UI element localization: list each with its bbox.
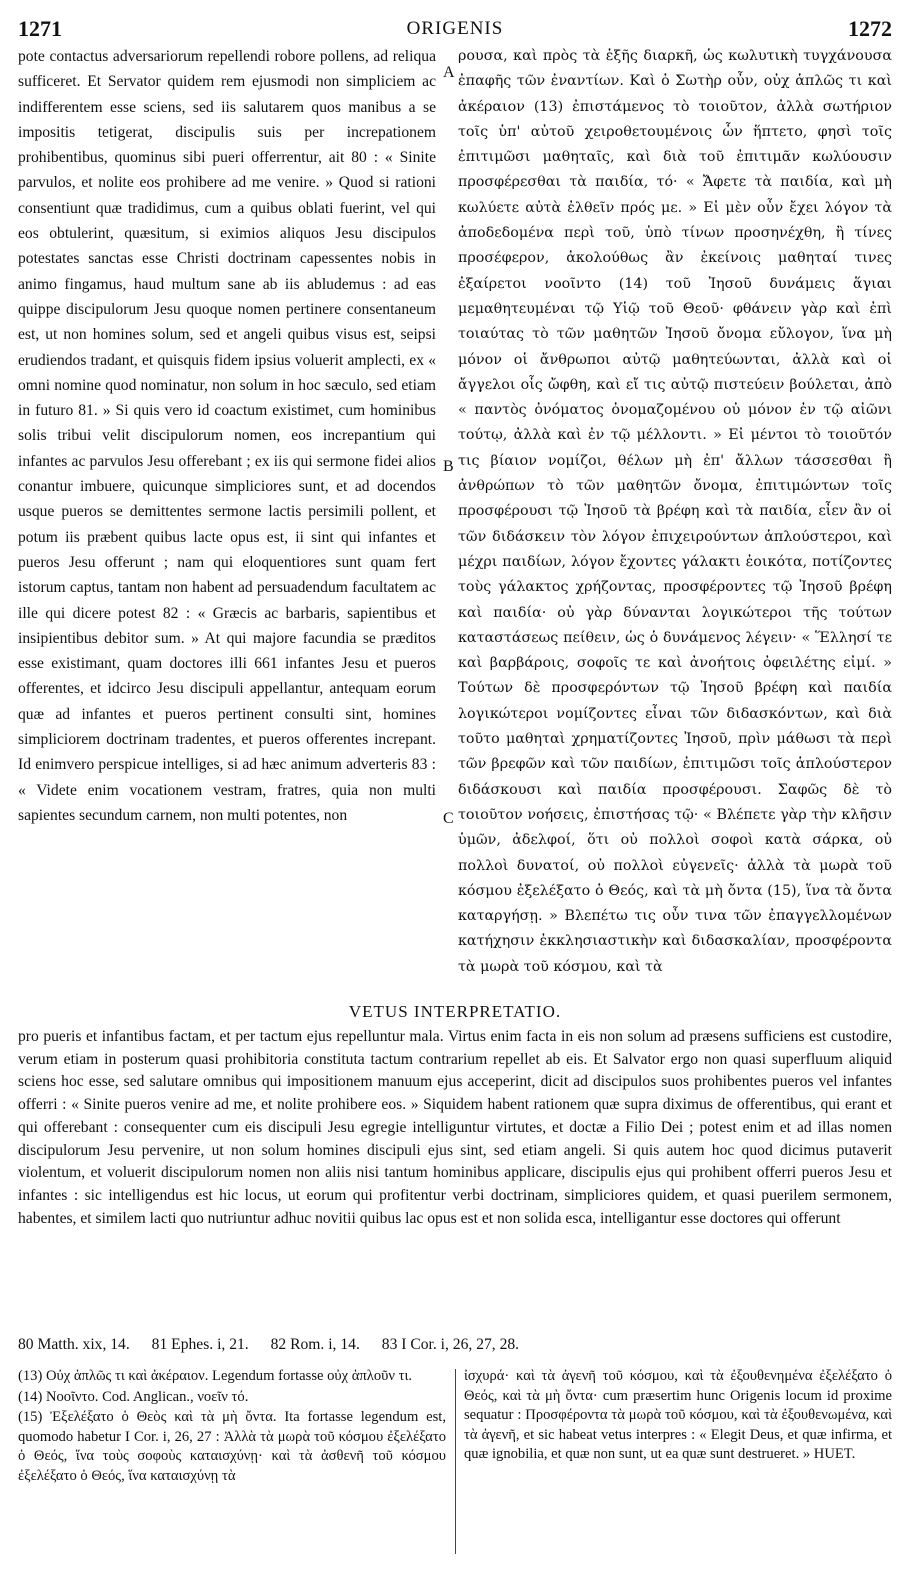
right-page-number: 1272	[848, 16, 892, 41]
greek-text: ρουσα, καὶ πρὸς τὰ ἑξῆς διαρκῆ, ὡς κωλυτικὴ τυγχάνουσα ἐπαφῆς τῶν ἐναντίων. Καὶ ὁ Σωτὴρ οὖν, οὐχ ἁπλῶς τι καὶ ἀκέραιον (13) ἐπιστάμενος τὸ τοιοῦτον, ἀλλὰ σωτήριον τοῖς ὑπ' αὐτοῦ χειροθετουμένοις ὧν ἥπτετο, φησὶ τοῖς ἐπιτιμῶσι μαθηταῖς, καὶ διὰ τοῦ ἐπιτιμᾶν κωλύουσιν προσφέρεσθαι τὰ παιδία, τό· « Ἄφετε τὰ παιδία, καὶ μὴ κωλύετε αὐτὰ ἐλθεῖν πρός με. » Εἰ μὲν οὖν ἔχει λόγον τὰ ἀποδεδομένα περὶ τοῦ, ὑπὸ τίνων προσηνέχθη, ἢ τίνες προσέφερον, ἀκολούθως ἂν ἐκείνοις μαθηταί τινες ἐξαίρετοι νοοῖντο (14) τοῦ Ἰησοῦ δυνάμεις ἅγιαι μεμαθητευμέναι τῷ Υἱῷ τοῦ Θεοῦ· φθάνειν γὰρ καὶ ἐπὶ τοιαύτας τὸ τῶν μαθητῶν Ἰησοῦ ὄνομα εὔλογον, ἵνα μὴ μόνον οἱ ἄνθρωποι αὐτῷ μαθητεύωνται, ἀλλὰ καὶ οἱ ἄγγελοι οἷς ὤφθη, καὶ εἴ τις αὐτῷ πιστεύειν βούλεται, ἀπὸ « παντὸς ὀνόματος ὀνομαζομένου οὐ μόνον ἐν τῷ αἰῶνι τούτῳ, ἀλλὰ καὶ ἐν τῷ μέλλοντι. » Εἰ μέντοι τὸ τοιοῦτόν τις βίαιον νομίζοι, θέλων μὴ ἐπ' ἄλλων τάσσεσθαι ἢ ἀνθρώπων τὸ τῶν μαθητῶν ὄνομα, ἐπιτιμώντων τοῖς προσφέρουσι τῷ Ἰησοῦ τὰ βρέφη καὶ τὰ παιδία, εἶεν ἂν οἱ τῶν διδάσκειν τὸν λόγον ἐπιχειρούντων ἁπλούστεροι, καὶ μέχρι παιδίων, λόγον ἔχοντες γάλακτι ἐοικότα, ποτίζοντες τοὺς γάλακτος χρήζοντας, προσφέροντες τῷ Ἰησοῦ βρέφη καὶ παιδία· οὐ γὰρ δύνανται λογικώτεροι τῆς τούτων καταστάσεως πείθειν, ὡς ὁ δυνάμενος λέγειν· « Ἕλλησί τε καὶ βαρβάροις, σοφοῖς τε καὶ ἀνοήτοις ὀφειλέτης εἰμί. » Τούτων δὲ προσφερόντων τῷ Ἰησοῦ βρέφη καὶ παιδία λογικώτεροι νομίζοντες εἶναι τῶν διδασκόντων, καὶ διὰ τοῦτο μαθηταὶ χρηματίζοντες Ἰησοῦ, πρὶν μάθωσι τὰ περὶ τῶν βρεφῶν καὶ τῶν παιδίων, ἐπιτιμῶσι τοῖς ἁπλούστερον διδάσκουσι καὶ παιδία προσφέρουσι. Σαφῶς δὲ τὸ τοιοῦτον νοήσεις, ἐπιστήσας τῷ· « Βλέπετε γὰρ τὴν κλῆσιν ὑμῶν, ἀδελφοί, ὅτι οὐ πολλοὶ σοφοὶ κατὰ σάρκα, οὐ πολλοὶ δυνατοί, οὐ πολλοὶ εὐγενεῖς· ἀλλὰ τὰ μωρὰ τοῦ κόσμου ἐξελέξατο ὁ Θεός, καὶ τὰ μὴ ὄντα (15), ἵνα τὰ ὄντα καταργήσῃ. » Βλεπέτω τις οὖν τινα τῶν ἐπαγγελλομένων κατήχησιν ἐκκλησιαστικὴν καὶ διδασκαλίαν, προσφέροντα τὰ μωρὰ τοῦ κόσμου, καὶ τὰ	[458, 48, 892, 975]
footnote-ref: 81 Ephes. i, 21.	[151, 1336, 249, 1353]
section-marker-a: A	[443, 64, 455, 81]
notes-left-column	[18, 1367, 446, 1488]
latin-column	[18, 44, 436, 828]
footnote-ref: 80 Matth. xix, 14.	[18, 1336, 130, 1353]
notes-divider	[455, 1369, 456, 1554]
page-header	[18, 10, 892, 44]
section-marker-b: B	[443, 458, 454, 475]
note-13: (13) Οὐχ ἁπλῶς τι καὶ ἀκέραιον. Legendum fortasse οὐχ ἁπλοῦν τι.	[18, 1368, 413, 1384]
critical-notes	[18, 1367, 892, 1567]
footnote-ref: 83 I Cor. i, 26, 27, 28.	[381, 1336, 520, 1353]
note-14: (14) Νοοῖντο. Cod. Anglican., νοεῖν τό.	[18, 1388, 249, 1405]
note-15: (15) Ἐξελέξατο ὁ Θεὸς καὶ τὰ μὴ ὄντα. Ita fortasse legendum est, quomodo habetur I Cor. i, 26, 27 : Ἀλλὰ τὰ μωρὰ τοῦ κόσμου ἐξελέξατο ὁ Θεός, ἵνα τοὺς σοφοὺς καταισχύνῃ· καὶ τὰ ἀσθενῆ τοῦ κόσμου ἐξελέξατο ὁ Θεός, ἵνα καταισχύνῃ τὰ	[18, 1409, 446, 1484]
greek-column	[458, 44, 892, 980]
latin-text: pote contactus adversariorum repellendi robore pollens, ad reliqua sufficeret. Et Servator quidem rem ejusmodi non simpliciem ac indifferentem esse sciens, sed iis salutarem quos manibus a se impositis tetigerat, discipulis suis per increpationem prohibentibus, quominus sibi pueri offerrentur, ait 80 : « Sinite parvulos, et nolite eos prohibere ad me venire. » Quod si rationi consentiunt quæ tradidimus, cum a quibus oblati fuerint, vel qui eos obtulerint, quæsitum, si eximios aliquos Jesu discipulos potestates sanctas esse Christi doctrinam capessentes nobis in animo fingamus, haud multum sane ab iis abludemus : ad eas quippe discipulorum Jesu quoque nomen pertinere consentaneum est, ut non homines solum, sed et angeli quibus visus est, seipsi erudiendos tradant, et quisquis fidem ipsius voluerit amplecti, ex « omni nomine quod nominatur, non solum in hoc sæculo, sed etiam in futuro 81. » Si quis vero id coactum existimet, cum hominibus solis tribui velit discipulorum nomen, eos increpantium qui infantes ac parvulos Jesu offerebant ; ex iis qui sermone fidei alios conantur imbuere, quicunque simpliciores sunt, et ad docendos usque pueros se demittentes sermone lactis persimili pollent, et potum iis præbent quibus lacte opus est, ii sint qui infantes et pueros Jesu offerunt ; nam qui eloquentiores sunt quam fert istorum captus, tantam non habent ad persuadendum facultatem ac ille qui dicere potest 82 : « Græcis ac barbaris, sapientibus et insipientibus debitor sum. » At qui majore facundia se præditos esse existimant, quam doctores illi 661 infantes Jesu et pueros offerentes, et idcirco Jesu discipuli appellantur, antequam eorum quæ ad infantes et pueros pertinent consulti sint, homines simpliciorem doctrinam tradentes, et pueros offerentes increpant. Id enimvero perspicue intelliges, si ad hæc animum adverteris 83 : « Videte enim vocationem vestram, fratres, quia non multi sapientes secundum carnem, non multi potentes, non	[18, 48, 436, 824]
note-continuation: ἰσχυρά· καὶ τὰ ἀγενῆ τοῦ κόσμου, καὶ τὰ ἐξουθενημένα ἐξελέξατο ὁ Θεός, καὶ τὰ μὴ ὄντα· cum præsertim hunc Origenis locum id proxime sequatur : Προσφέροντα τὰ μωρὰ τοῦ κόσμου, καὶ τὰ ἐξουθενωμένα, καὶ τὰ ἀγενῆ, et sic habeat vetus interpres : « Elegit Deus, et quæ infirma, et quæ ignobilia, et quæ non sunt, ut ea quæ sunt destrueret. » HUET.	[464, 1368, 892, 1463]
page	[18, 10, 892, 1562]
footnote-ref: 82 Rom. i, 14.	[270, 1336, 360, 1353]
section-marker-c: C	[443, 810, 454, 827]
notes-right-column	[464, 1367, 892, 1466]
vetus-title: VETUS INTERPRETATIO.	[348, 1002, 562, 1021]
vetus-text: pro pueris et infantibus factam, et per tactum ejus repelluntur mala. Virtus enim facta in eis non solum ad præsens sufficiens est custodire, verum etiam in posterum quasi prohibitoria constituta tactum contrarium repellet ab eis. Et Salvator ergo non quasi superfluum aliquid sciens hoc esse, sed salutare omnibus qui impositionem manuum ejus acceperint, dicit ad discipulos suos prohibentes pueros vel infantes offerri : « Sinite pueros venire ad me, et nolite prohibere eos. » Siquidem habent rationem quæ supra diximus de offerentibus, qui erant et qui offerebant : consequenter cum eis discipuli Jesu egregie intelliguntur virtutes, et doctæ a Filio Dei ; potest enim et ad illas nomen discipulorum Jesu pervenire, ut non solum homines discipuli ejus sint, sed etiam angeli. Si quis autem hoc quod dicimus putaverit violentum, et voluerit discipulorum nomen non aliis nisi tantum hominibus applicare, discipulis ejus qui prohibent offerri pueros Jesu et infantes : sic intelligendus est hic locus, ut eorum qui profitentur verbi doctrinam, simpliciores quidem, et quasi puerilem sermonem, habentes, et similem lacti quo nutriuntur adhuc novitii quibus lac opus est et non solida esca, intelligantur esse doctores qui offerunt	[18, 1028, 892, 1227]
running-title: ORIGENIS	[406, 18, 504, 39]
footnote-references	[18, 1333, 892, 1357]
main-columns	[18, 44, 892, 996]
left-page-number: 1271	[18, 16, 62, 41]
